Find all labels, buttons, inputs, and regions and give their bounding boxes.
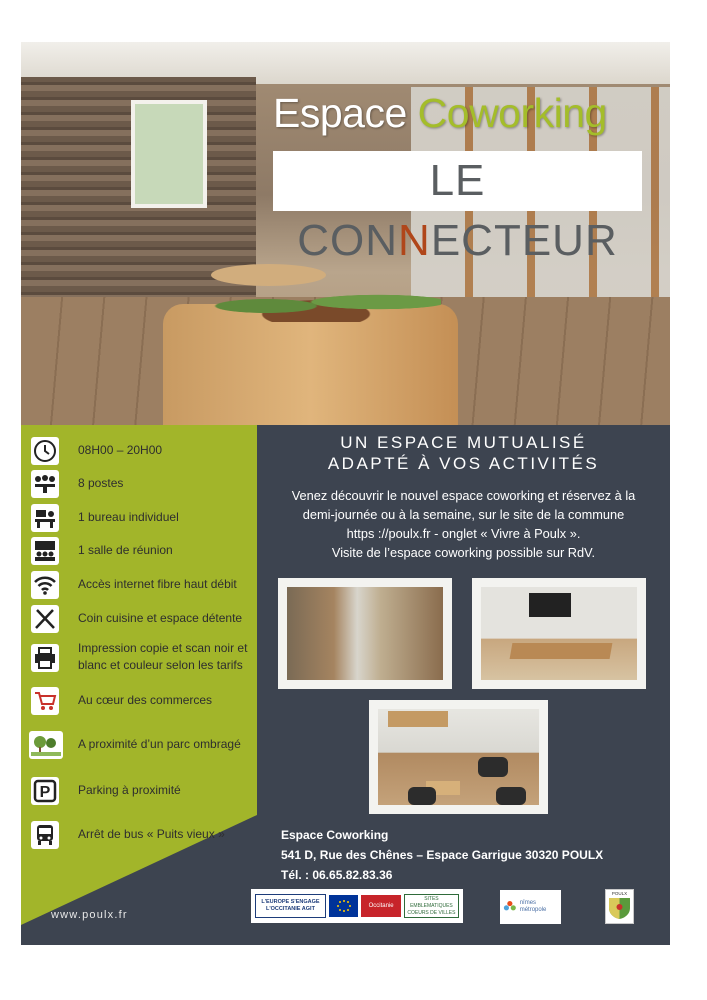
hero-photo xyxy=(21,42,670,425)
people-icon xyxy=(31,470,59,498)
contact-address: 541 D, Rue des Chênes – Espace Garrigue 30320 POULX xyxy=(281,848,604,862)
printer-icon xyxy=(31,644,59,672)
meeting-icon xyxy=(31,537,59,565)
europe-logo: L'EUROPE S'ENGAGE L'OCCITANIE AGIT xyxy=(255,894,326,918)
nimes-flower-icon xyxy=(503,899,517,915)
svg-text:P: P xyxy=(39,784,51,801)
nimes-metropole-logo: nîmes métropole xyxy=(500,890,561,924)
cutlery-icon xyxy=(31,605,59,633)
photo-office xyxy=(278,578,452,689)
hero-subtitle: LE CONNECTEUR xyxy=(273,151,642,211)
section-heading: UN ESPACE MUTUALISÉ ADAPTÉ À VOS ACTIVITÉS xyxy=(327,433,600,473)
website-link[interactable]: https ://poulx.fr - onglet « Vivre à Poulx ». xyxy=(346,526,581,541)
contact-name: Espace Coworking xyxy=(281,828,389,842)
sites-logo: SITES EMBLEMATIQUES COEURS DE VILLES xyxy=(404,894,459,918)
parking-icon xyxy=(31,777,59,805)
occitanie-logo: Occitanie xyxy=(361,895,400,917)
partner-logos xyxy=(251,889,463,923)
clock-icon xyxy=(31,437,59,465)
features-panel xyxy=(21,425,257,925)
crest-icon xyxy=(606,896,633,920)
contact-phone[interactable]: Tél. : 06.65.82.83.36 xyxy=(281,868,393,882)
park-icon xyxy=(29,731,63,759)
wifi-icon xyxy=(31,571,59,599)
flyer: Espace Coworking LE CONNECTEUR 08H00 – 20H00 8 postes 1 bureau individuel 1 salle de réunion Accès internet fibre haut débit Coin cuisine et espace détente Impression copie et scan noir et blanc et couleur selon les tarifs Au cœur des commerces A proximité d’un parc ombragé P Parking à proximité Arrêt de bus « Puits vieux » UN ESPACE MUTUALISÉ ADAPTÉ À VOS ACTIVITÉS Venez découvrir le nouvel espace coworking et réservez à la demi-journée ou à la semaine, sur le site de la commune https ://poulx.fr - onglet « Vivre à Poulx ». Visite de l’espace coworking possible sur RdV. Espace Coworking 541 D, Rue des Chênes – Espace Garrigue 30320 POULX Tél. : 06.65.82.83.36 www.poulx.fr L'EUROPE S'ENGAGE L'OCCITANIE AGIT Occitanie SITES EMBLEMATIQUES COEURS DE VILLES nîmes métropole POULX xyxy=(21,42,670,945)
eu-flag-icon xyxy=(329,895,359,917)
hero-title: Espace Coworking xyxy=(273,90,607,136)
photo-lounge xyxy=(369,700,548,814)
website-url[interactable]: www.poulx.fr xyxy=(51,909,128,921)
intro-text: Venez découvrir le nouvel espace coworking et réservez à la demi-journée ou à la semaine, sur le site de la commune https ://poulx.fr - onglet « Vivre à Poulx ». Visite de l’espace coworking possible sur RdV. xyxy=(257,486,670,562)
photo-meeting-room xyxy=(472,578,646,689)
desk-icon xyxy=(31,504,59,532)
cart-icon xyxy=(31,687,59,715)
poulx-crest: POULX xyxy=(605,889,634,924)
bus-icon xyxy=(31,821,59,849)
